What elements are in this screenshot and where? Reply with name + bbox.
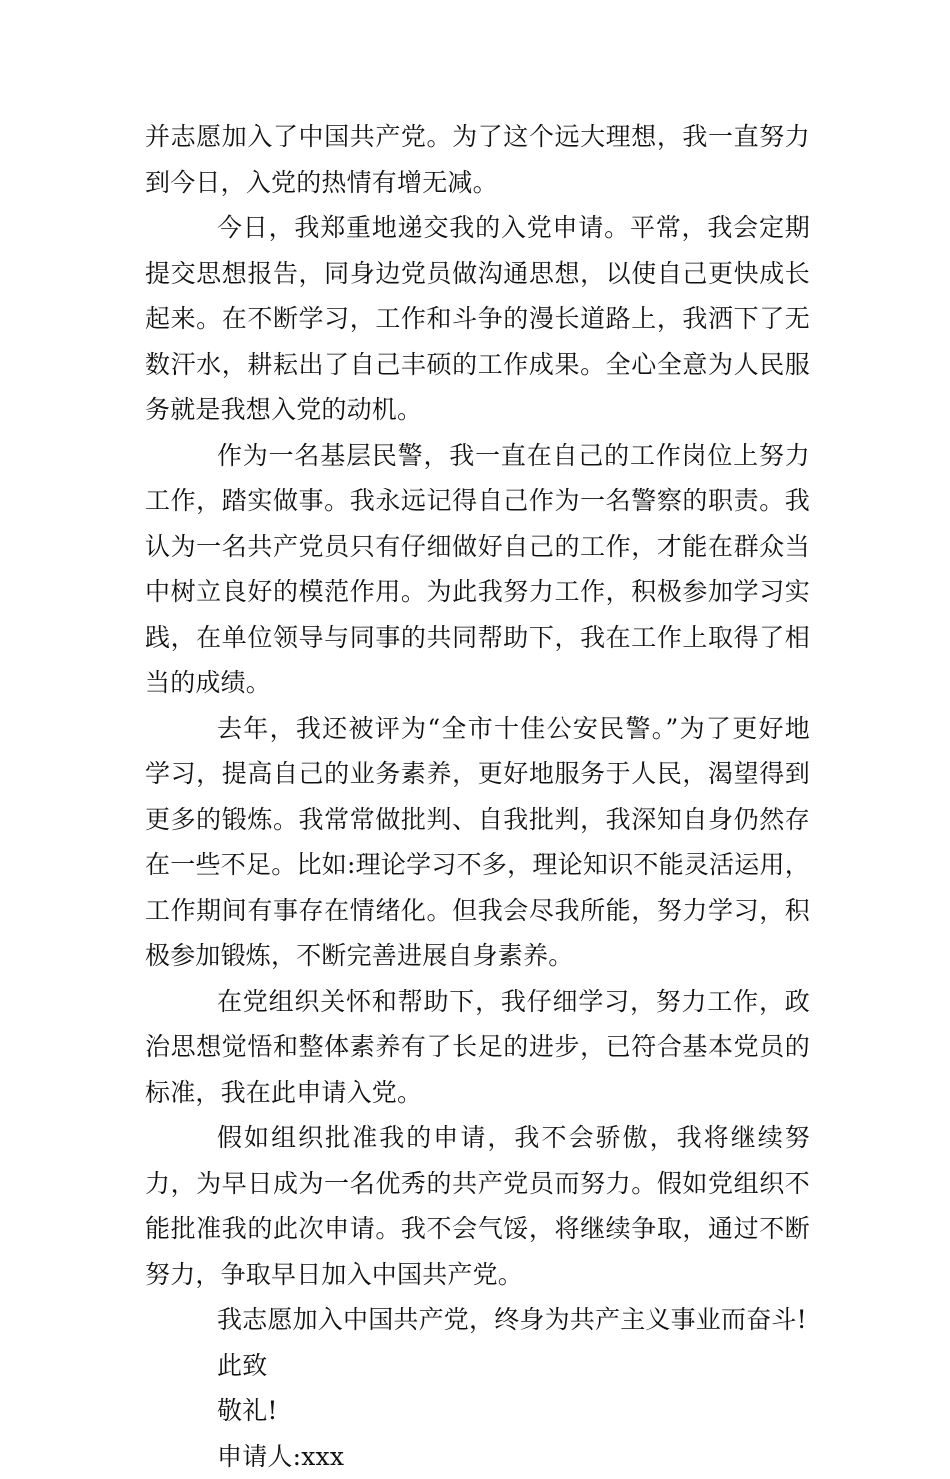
salutation-line-1: 此致 (145, 1343, 810, 1389)
pledge-line: 我志愿加入中国共产党，终身为共产主义事业而奋斗! (145, 1297, 810, 1343)
document-body (145, 114, 810, 1479)
paragraph-police-work: 作为一名基层民警，我一直在自己的工作岗位上努力工作，踏实做事。我永远记得自己作为一名警察的职责。我认为一名共产党员只有仔细做好自己的工作，才能在群众当中树立良好的模范作用。为此我努力工作，积极参加学习实践，在单位领导与同事的共同帮助下，我在工作上取得了相当的成绩。 (145, 433, 810, 706)
salutation-line-2: 敬礼! (145, 1388, 810, 1434)
paragraph-progress: 在党组织关怀和帮助下，我仔细学习，努力工作，政治思想觉悟和整体素养有了长足的进步，已符合基本党员的标准，我在此申请入党。 (145, 979, 810, 1116)
paragraph-submission: 今日，我郑重地递交我的入党申请。平常，我会定期提交思想报告，同身边党员做沟通思想，以使自己更快成长起来。在不断学习，工作和斗争的漫长道路上，我洒下了无数汗水，耕耘出了自己丰硕的工作成果。全心全意为人民服务就是我想入党的动机。 (145, 205, 810, 433)
paragraph-award-and-shortcomings: 去年，我还被评为“全市十佳公安民警。”为了更好地学习，提高自己的业务素养，更好地服务于人民，渴望得到更多的锻炼。我常常做批判、自我批判，我深知自身仍然存在一些不足。比如:理论学习不多，理论知识不能灵活运用，工作期间有事存在情绪化。但我会尽我所能，努力学习，积极参加锻炼，不断完善进展自身素养。 (145, 706, 810, 979)
paragraph-continuation: 并志愿加入了中国共产党。为了这个远大理想，我一直努力到今日，入党的热情有增无减。 (145, 114, 810, 205)
paragraph-commitment: 假如组织批准我的申请，我不会骄傲，我将继续努力，为早日成为一名优秀的共产党员而努力。假如党组织不能批准我的此次申请。我不会气馁，将继续争取，通过不断努力，争取早日加入中国共产党。 (145, 1115, 810, 1297)
signature-line: 申请人:xxx (145, 1434, 810, 1479)
